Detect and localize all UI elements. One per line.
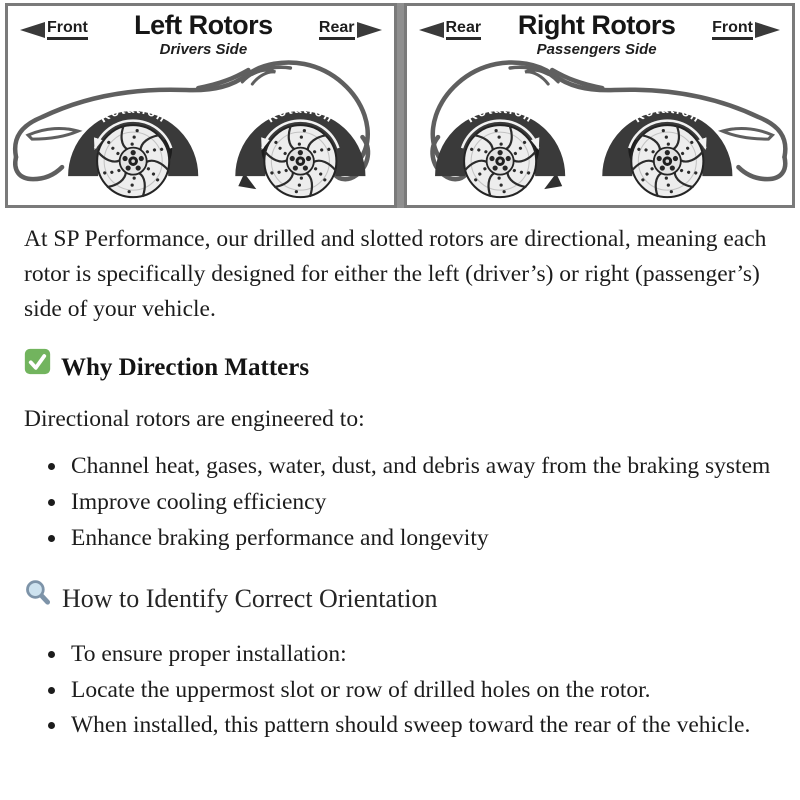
why-direction-matters-heading bbox=[24, 348, 774, 386]
right-panel-header bbox=[407, 6, 793, 57]
list-item: • Locate the uppermost slot or row of drilled holes on the rotor. bbox=[68, 673, 774, 708]
rear-label: Rear bbox=[446, 19, 482, 40]
left-rotors-panel bbox=[5, 3, 397, 208]
rear-direction-indicator bbox=[419, 19, 482, 40]
panel-subtitle: Passengers Side bbox=[536, 40, 657, 58]
rear-label: Rear bbox=[319, 19, 355, 40]
right-car-illustration bbox=[407, 53, 793, 205]
list-item: • When installed, this pattern should sweep toward the rear of the vehicle. bbox=[68, 708, 774, 743]
left-arrow-icon bbox=[419, 22, 444, 38]
right-arrow-icon bbox=[357, 22, 382, 38]
panel-divider bbox=[397, 3, 404, 208]
article bbox=[0, 208, 800, 743]
magnifying-glass-icon bbox=[24, 579, 52, 618]
panel-title: Right Rotors bbox=[517, 10, 676, 40]
heading-text: Why Direction Matters bbox=[61, 353, 310, 381]
installation-list bbox=[24, 637, 774, 743]
left-car-illustration bbox=[8, 53, 394, 205]
list-item: • Channel heat, gases, water, dust, and debris away from the braking system bbox=[68, 449, 774, 484]
left-arrow-icon bbox=[20, 22, 45, 38]
benefits-list bbox=[24, 449, 774, 555]
front-direction-indicator bbox=[20, 19, 88, 40]
list-item: • Improve cooling efficiency bbox=[68, 485, 774, 520]
rotor-direction-diagram bbox=[5, 3, 795, 208]
rear-direction-indicator bbox=[319, 19, 382, 40]
rotation-label: Rotation bbox=[630, 100, 704, 126]
panel-subtitle: Drivers Side bbox=[159, 40, 248, 58]
right-panel-titles bbox=[481, 12, 712, 57]
check-mark-icon bbox=[24, 348, 51, 386]
rotation-label: Rotation bbox=[96, 100, 170, 126]
front-direction-indicator bbox=[712, 19, 780, 40]
intro-paragraph: At SP Performance, our drilled and slotted rotors are directional, meaning each rotor is specifically designed for either the left (driver’s) or right (passenger’s) side of your vehicle. bbox=[24, 226, 767, 322]
front-label: Front bbox=[47, 19, 88, 40]
left-panel-titles bbox=[88, 12, 319, 57]
front-label: Front bbox=[712, 19, 753, 40]
heading-text: How to Identify Correct Orientation bbox=[62, 583, 438, 613]
car-body-art-mirrored bbox=[432, 62, 785, 197]
right-rotors-panel bbox=[404, 3, 796, 208]
list-item: • Enhance braking performance and longevity bbox=[68, 521, 774, 556]
rotation-label: Rotation bbox=[263, 100, 338, 126]
right-arrow-icon bbox=[755, 22, 780, 38]
car-body-art bbox=[15, 62, 368, 197]
rotation-label: Rotation bbox=[463, 100, 537, 126]
panel-title: Left Rotors bbox=[134, 10, 273, 40]
list-item: • To ensure proper installation: bbox=[68, 637, 774, 672]
left-panel-header bbox=[8, 6, 394, 57]
identify-orientation-heading bbox=[24, 579, 774, 618]
lead-paragraph: Directional rotors are engineered to: bbox=[24, 406, 365, 433]
